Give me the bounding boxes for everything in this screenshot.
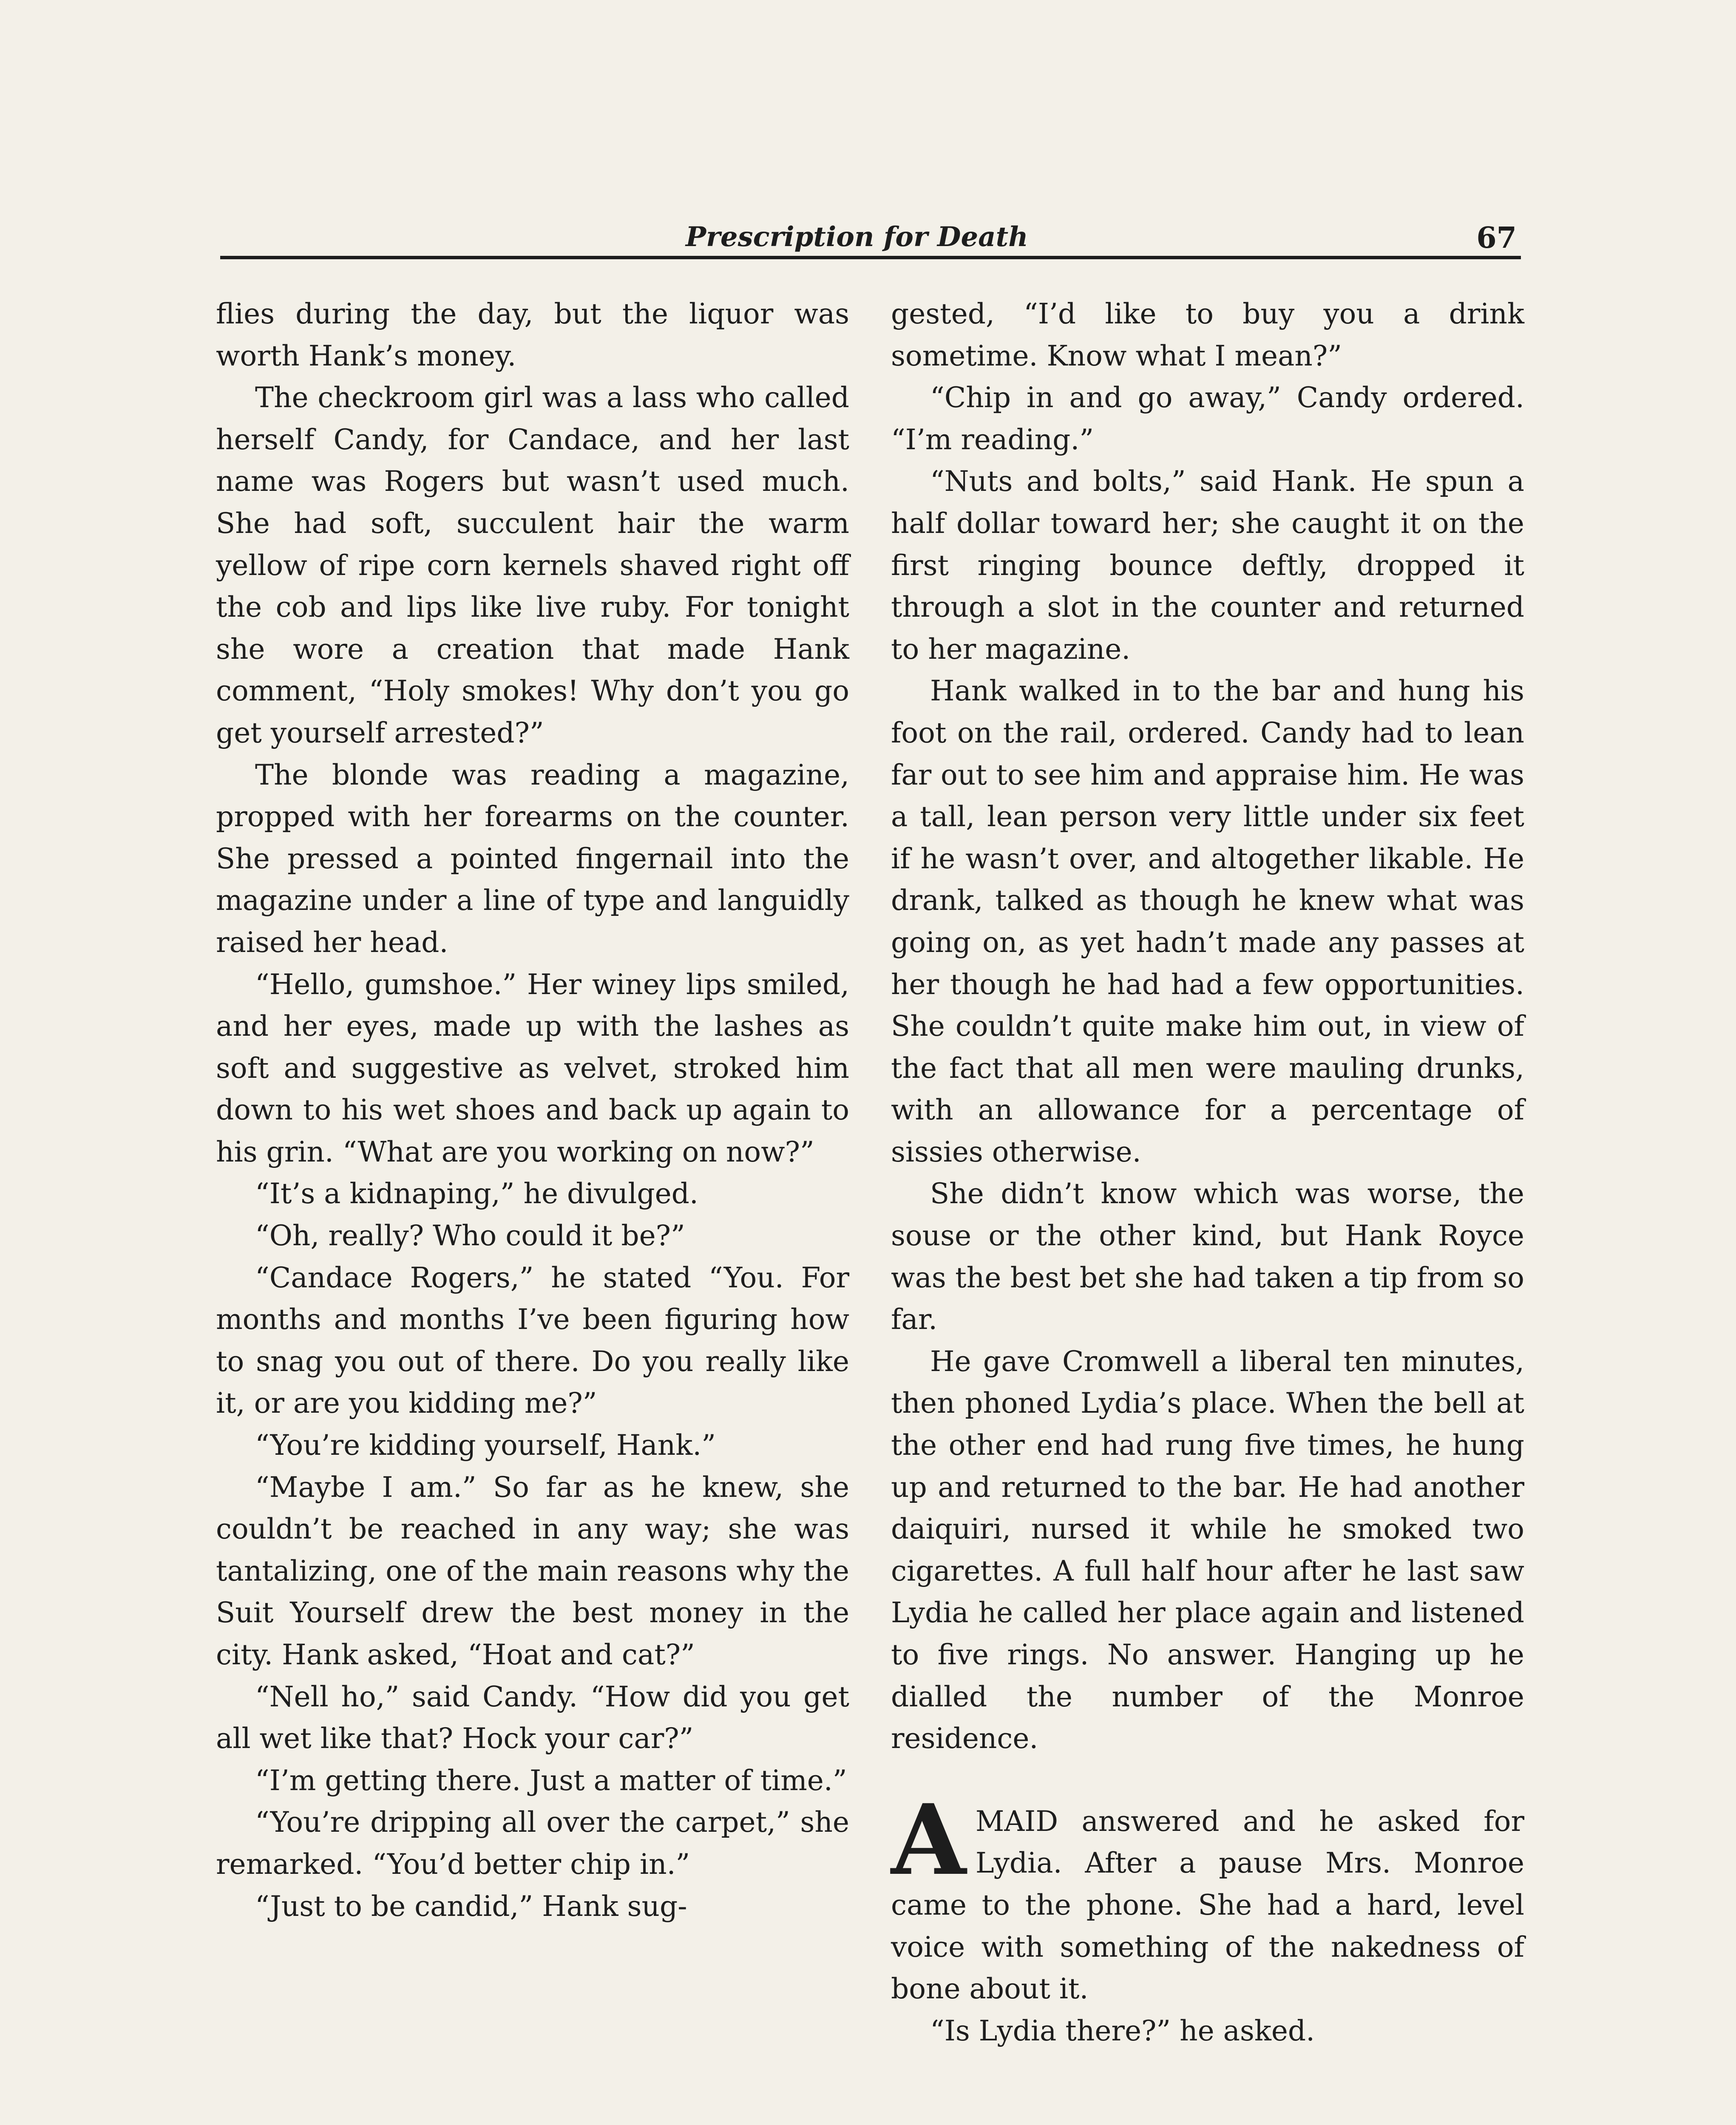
right-column	[891, 293, 1524, 2052]
paragraph: He gave Cromwell a liberal ten minutes, then phoned Lydia’s place. When the bell at the other end had rung five times, he hung up and returned to the bar. He had another daiquiri, nursed it while he smoked two cigarettes. A full half hour after he last saw Lydia he called her place again and listened to five rings. No answer. Hanging up he dialled the number of the Monroe residence.	[891, 1345, 1524, 1755]
paragraph: “It’s a kidnaping,” he divulged.	[255, 1177, 698, 1210]
paragraph: “Oh, really? Who could it be?”	[255, 1219, 685, 1252]
paragraph: “Hello, gumshoe.” Her winey lips smiled, and her eyes, made up with the lashes as soft and suggestive as velvet, stroked him down to his wet shoes and back up again to his grin. “What are you working on now?”	[216, 968, 849, 1168]
paragraph: “You’re dripping all over the carpet,” she remarked. “You’d better chip in.”	[216, 1806, 849, 1881]
running-header	[220, 212, 1521, 259]
left-column	[216, 293, 849, 1927]
paragraph: She didn’t know which was worse, the souse or the other kind, but Hank Royce was the best bet she had taken a tip from so far.	[891, 1177, 1524, 1336]
drop-cap-letter: A	[891, 1782, 966, 1897]
paragraph: “Nuts and bolts,” said Hank. He spun a half dollar toward her; she caught it on the first ringing bounce deftly, dropped it through a slot in the counter and returned to her magazine.	[891, 465, 1524, 666]
paragraph: “I’m getting there. Just a matter of time.”	[255, 1764, 847, 1797]
paragraph: “Nell ho,” said Candy. “How did you get all wet like that? Hock your car?”	[216, 1680, 849, 1755]
page-number: 67	[1476, 221, 1517, 255]
paragraph: “Candace Rogers,” he stated “You. For months and months I’ve been figuring how to snag you out of there. Do you really like it, or are you kidding me?”	[216, 1261, 849, 1420]
story-title: Prescription for Death	[686, 221, 1028, 253]
paragraph: “Chip in and go away,” Candy ordered. “I’m reading.”	[891, 381, 1524, 456]
paragraph: gested, “I’d like to buy you a drink sometime. Know what I mean?”	[891, 298, 1524, 372]
paragraph: The blonde was reading a magazine, propped with her forearms on the counter. She pressed a pointed fingernail into the magazine under a line of type and languidly raised her head.	[216, 758, 849, 959]
header-rule	[220, 256, 1521, 259]
section-break-paragraph	[891, 1782, 1524, 2010]
paragraph: “Is Lydia there?” he asked.	[930, 2014, 1315, 2047]
paragraph: The checkroom girl was a lass who called herself Candy, for Candace, and her last name was Rogers but wasn’t used much. She had soft, succulent hair the warm yellow of ripe corn kernels shaved right off the cob and lips like live ruby. For tonight she wore a creation that made Hank comment, “Holy smokes! Why don’t you go get yourself arrested?”	[216, 381, 849, 749]
paragraph: MAID answered and he asked for Lydia. After a pause Mrs. Monroe came to the phone. She had a hard, level voice with something of the nakedness of bone about it.	[891, 1805, 1524, 2006]
paragraph: flies during the day, but the liquor was worth Hank’s money.	[216, 298, 849, 372]
paragraph: “Maybe I am.” So far as he knew, she couldn’t be reached in any way; she was tantalizing, one of the main reasons why the Suit Yourself drew the best money in the city. Hank asked, “Hoat and cat?”	[216, 1470, 849, 1671]
paragraph: “Just to be candid,” Hank sug-	[255, 1890, 687, 1923]
paragraph: “You’re kidding yourself, Hank.”	[255, 1429, 716, 1462]
paragraph: Hank walked in to the bar and hung his foot on the rail, ordered. Candy had to lean far out to see him and appraise him. He was a tall, lean person very little under six feet if he wasn’t over, and altogether likable. He drank, talked as though he knew what was going on, as yet hadn’t made any passes at her though he had had a few opportunities. She couldn’t quite make him out, in view of the fact that all men were mauling drunks, with an allowance for a percentage of sissies otherwise.	[891, 674, 1524, 1168]
